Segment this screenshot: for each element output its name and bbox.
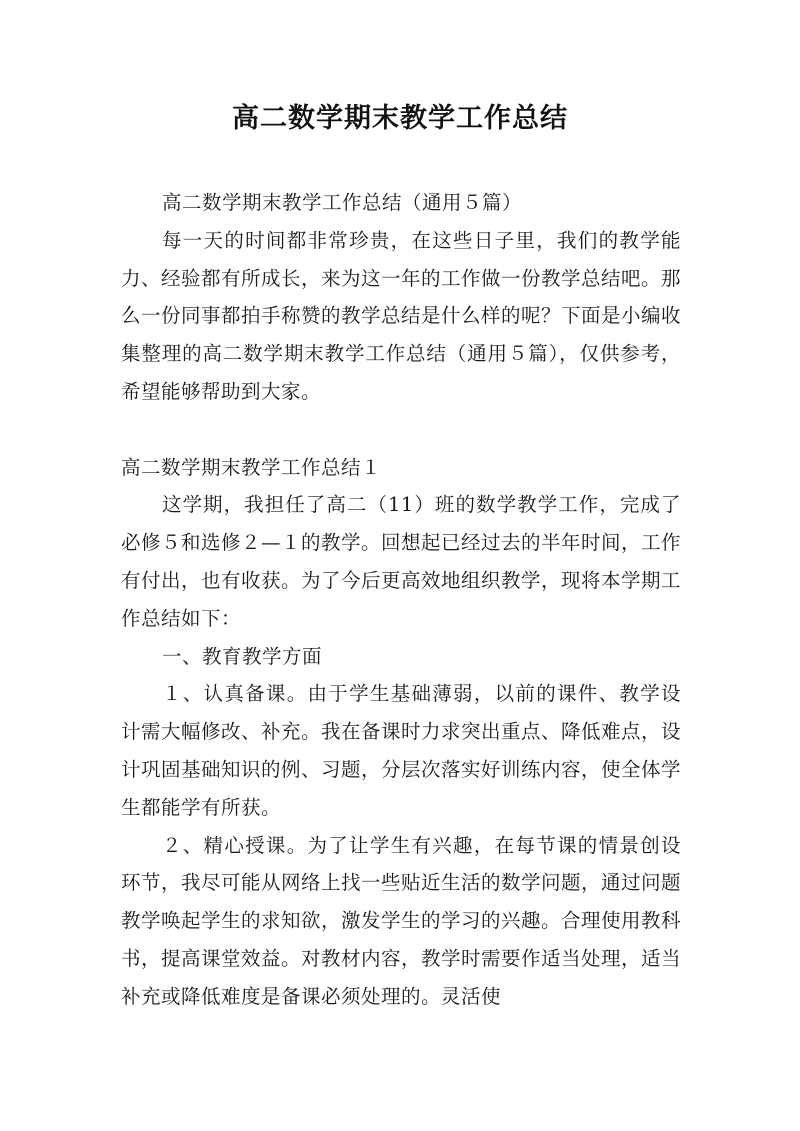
section-heading: 高二数学期末教学工作总结１ (121, 455, 382, 479)
body-paragraph: ２、精心授课。为了让学生有兴趣，在每节课的情景创设环节，我尽可能从网络上找一些贴近生活的数学问题，通过问题教学唤起学生的求知欲，激发学生的学习的兴趣。合理使用教科书，提高课堂效益。对教材内容，教学时需要作适当处理，适当补充或降低难度是备课必须处理的。灵活使 (121, 833, 682, 1008)
document-body (121, 184, 681, 1016)
intro-paragraph: 每一天的时间都非常珍贵，在这些日子里，我们的教学能力、经验都有所成长，来为这一年的工作做一份教学总结吧。那么一份同事都拍手称赞的教学总结是什么样的呢？下面是小编收集整理的高二数学期末教学工作总结（通用５篇），仅供参考，希望能够帮助到大家。 (121, 228, 682, 403)
subsection-heading: 一、教育教学方面 (161, 644, 322, 668)
body-paragraph: 这学期，我担任了高二（11）班的数学教学工作，完成了必修５和选修２—１的教学。回想起已经过去的半年时间，工作有付出，也有收获。为了今后更高效地组织教学，现将本学期工作总结如下： (121, 493, 682, 630)
body-paragraph: １、认真备课。由于学生基础薄弱，以前的课件、教学设计需大幅修改、补充。我在备课时力求突出重点、降低难点，设计巩固基础知识的例、习题，分层次落实好训练内容，使全体学生都能学有所获。 (121, 682, 682, 819)
document-title: 高二数学期末教学工作总结 (232, 103, 568, 134)
subtitle-paragraph: 高二数学期末教学工作总结（通用５篇） (161, 191, 522, 214)
